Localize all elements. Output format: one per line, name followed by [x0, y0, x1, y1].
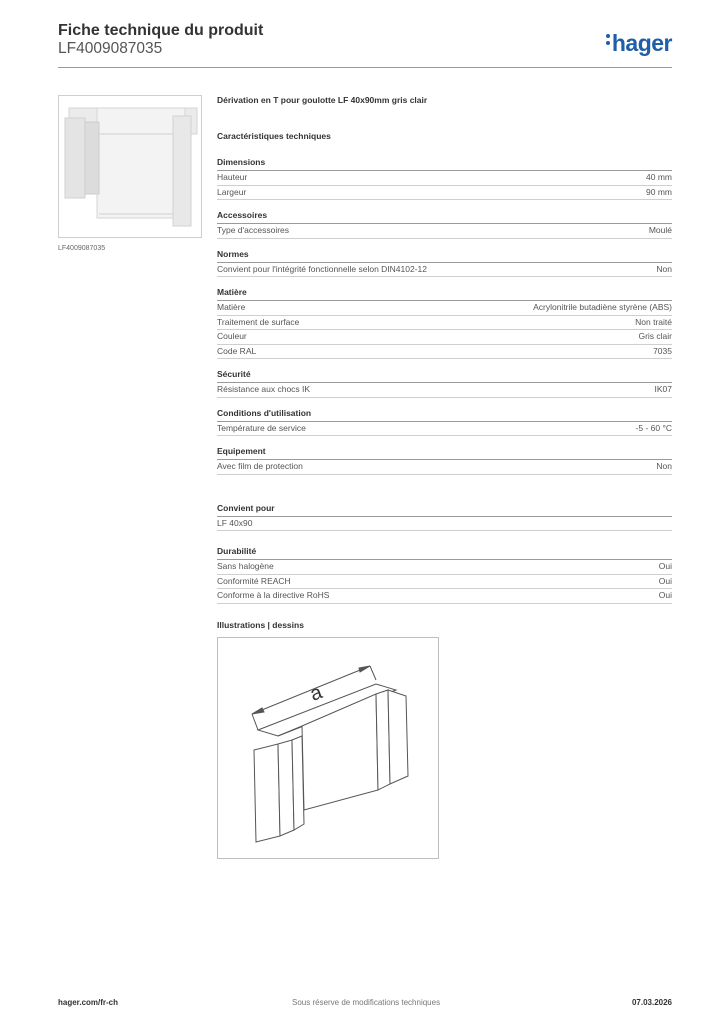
spec-value: Acrylonitrile butadiène styrène (ABS) [533, 302, 672, 312]
section-title: Matière [217, 286, 672, 301]
section-title: Dimensions [217, 156, 672, 171]
specifications [217, 95, 672, 630]
spec-label: Largeur [217, 186, 247, 197]
spec-value: -5 - 60 °C [635, 422, 672, 433]
spec-row [217, 589, 672, 604]
spec-label: Conforme à la directive RoHS [217, 590, 330, 600]
spec-section [217, 445, 672, 475]
spec-value: Oui [658, 590, 672, 600]
spec-section [217, 407, 672, 437]
spec-value: 7035 [653, 345, 672, 356]
section-durability [217, 545, 672, 604]
footer-disclaimer: Sous réserve de modifications techniques [292, 998, 441, 1007]
spec-row [217, 171, 672, 186]
spec-row [217, 330, 672, 345]
spec-value: Non [656, 263, 672, 274]
spec-label: Avec film de protection [217, 461, 303, 471]
spec-value: Non [656, 461, 672, 471]
spec-value: Oui [658, 575, 672, 586]
section-title: Durabilité [217, 545, 672, 560]
spec-label: Sans halogène [217, 561, 274, 571]
spec-value: Non traité [635, 316, 672, 327]
tee-drawing-icon [218, 638, 438, 858]
section-suitable-for [217, 502, 672, 532]
footer-date: 07.03.2026 [631, 998, 672, 1007]
footer-website[interactable]: hager.com/fr-ch [58, 998, 119, 1007]
spec-row [217, 316, 672, 331]
technical-drawing [217, 637, 439, 859]
spec-row [217, 345, 672, 360]
spec-section [217, 286, 672, 359]
spec-value: Gris clair [638, 331, 672, 341]
product-photo-icon [59, 96, 201, 237]
spec-section [217, 368, 672, 398]
spec-row [217, 575, 672, 590]
spec-section [217, 209, 672, 239]
spec-row [217, 383, 672, 398]
spec-row [217, 422, 672, 437]
spec-label: LF 40x90 [217, 517, 253, 528]
section-title: Normes [217, 248, 672, 263]
spec-value: 40 mm [646, 172, 672, 182]
spec-row [217, 186, 672, 201]
section-title: Conditions d'utilisation [217, 407, 672, 422]
product-image [58, 95, 202, 238]
section-title: Accessoires [217, 209, 672, 224]
spec-row [217, 224, 672, 239]
spec-label: Température de service [217, 422, 306, 433]
spec-label: Hauteur [217, 172, 248, 182]
characteristics-title: Caractéristiques techniques [217, 131, 331, 141]
spec-sections [217, 156, 672, 475]
page-title: Fiche technique du produit [58, 22, 264, 39]
product-title: Dérivation en T pour goulotte LF 40x90mm gris clair [217, 95, 428, 105]
spec-label: Code RAL [217, 345, 257, 356]
spec-value: 90 mm [646, 186, 672, 197]
section-title: Equipement [217, 445, 672, 460]
spec-section [217, 156, 672, 200]
spec-label: Résistance aux chocs IK [217, 384, 311, 394]
dimension-label: a [307, 681, 326, 706]
spec-row [217, 263, 672, 278]
illustrations-title: Illustrations | dessins [217, 619, 304, 630]
spec-row [217, 460, 672, 475]
spec-label: Conformité REACH [217, 575, 291, 586]
logo-dots-icon [606, 34, 610, 48]
spec-row [217, 301, 672, 316]
section-title: Convient pour [217, 502, 672, 517]
logo-text: hager [611, 30, 672, 56]
spec-label: Matière [217, 302, 246, 312]
spec-row [217, 517, 672, 532]
spec-value: Moulé [648, 225, 672, 235]
spec-row [217, 560, 672, 575]
section-title: Sécurité [217, 368, 672, 383]
spec-value: Oui [658, 561, 672, 571]
spec-label: Convient pour l'intégrité fonctionnelle selon DIN4102-12 [217, 263, 428, 274]
spec-label: Traitement de surface [217, 316, 300, 327]
spec-label: Type d'accessoires [217, 225, 290, 235]
spec-section [217, 248, 672, 278]
spec-label: Couleur [217, 331, 247, 341]
hager-logo [606, 30, 672, 57]
image-caption: LF4009087035 [58, 245, 106, 252]
header-divider [58, 67, 672, 68]
product-reference: LF4009087035 [58, 40, 163, 57]
spec-value: IK07 [654, 384, 672, 394]
